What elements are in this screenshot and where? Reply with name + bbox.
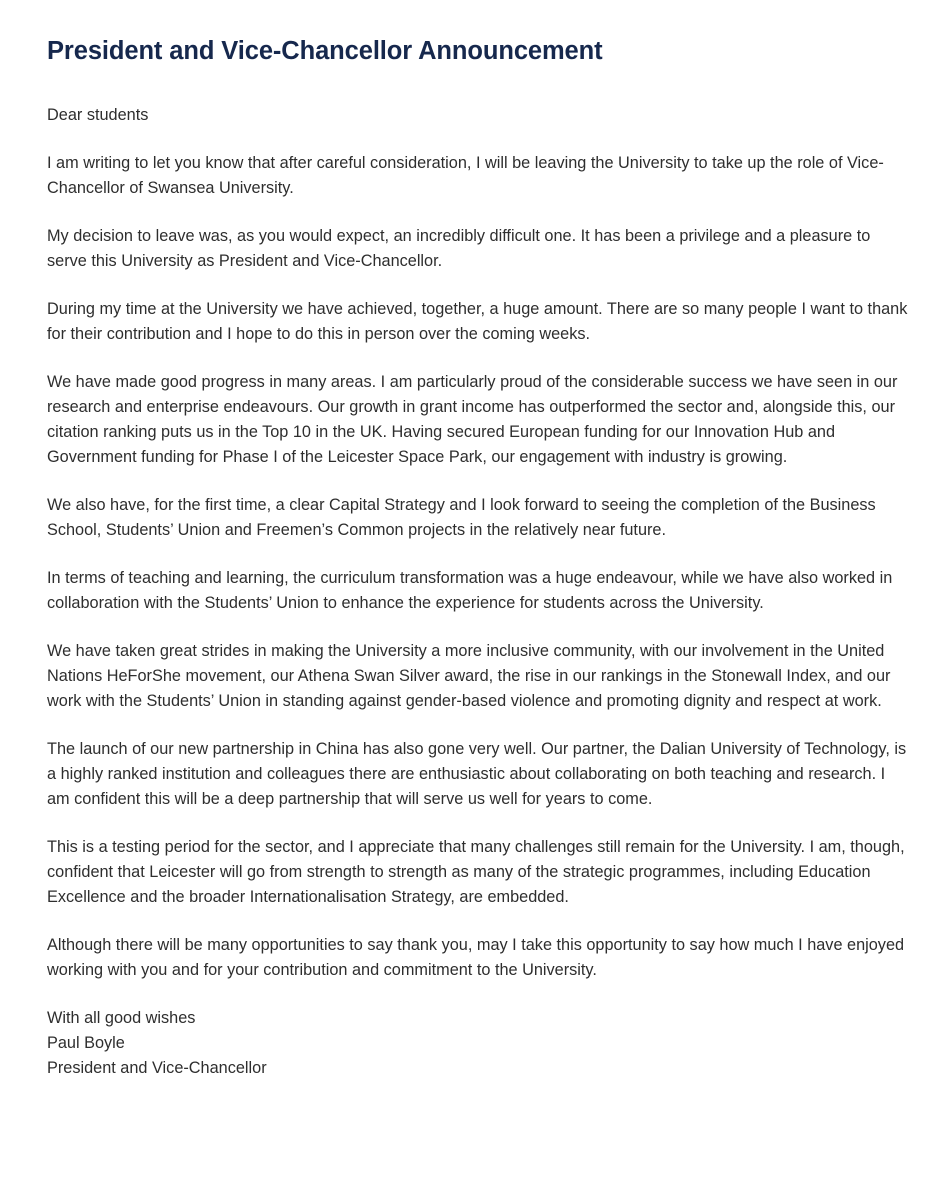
paragraph-7: We have taken great strides in making the University a more inclusive community, with our involvement in the United Nations HeForShe movement, our Athena Swan Silver award, the rise in our rankings in the Stonewall Index, and our work with the Students’ Union in standing against gender-based violence and promoting dignity and respect at work. bbox=[47, 642, 891, 710]
paragraph-10: Although there will be many opportunities to say thank you, may I take this opportunity to say how much I have enjoyed working with you and for your contribution and commitment to the University. bbox=[47, 936, 905, 979]
paragraph-3: During my time at the University we have achieved, together, a huge amount. There are so many people I want to thank for their contribution and I hope to do this in person over the coming weeks. bbox=[47, 300, 908, 343]
paragraph-9: This is a testing period for the sector, and I appreciate that many challenges still remain for the University. I am, though, confident that Leicester will go from strength to strength as many of the strategic programmes, including Education Excellence and the broader Internationalisation Strategy, are embedded. bbox=[47, 838, 905, 906]
page-title: President and Vice-Chancellor Announcement bbox=[47, 37, 603, 65]
paragraph-4: We have made good progress in many areas. I am particularly proud of the considerable success we have seen in our research and enterprise endeavours. Our growth in grant income has outperformed the sector and, alongside this, our citation ranking puts us in the Top 10 in the UK. Having secured European funding for our Innovation Hub and Government funding for Phase I of the Leicester Space Park, our engagement with industry is growing. bbox=[47, 373, 898, 466]
signatory-title: President and Vice-Chancellor bbox=[47, 1059, 267, 1077]
signoff-block bbox=[47, 1006, 912, 1081]
signatory-name: Paul Boyle bbox=[47, 1034, 125, 1052]
paragraph-1: I am writing to let you know that after careful consideration, I will be leaving the University to take up the role of Vice-Chancellor of Swansea University. bbox=[47, 154, 884, 197]
paragraph-5: We also have, for the first time, a clear Capital Strategy and I look forward to seeing the completion of the Business School, Students’ Union and Freemen’s Common projects in the relatively near future. bbox=[47, 496, 876, 539]
closing: With all good wishes bbox=[47, 1009, 196, 1027]
paragraph-2: My decision to leave was, as you would expect, an incredibly difficult one. It has been a privilege and a pleasure to serve this University as President and Vice-Chancellor. bbox=[47, 227, 871, 270]
paragraph-8: The launch of our new partnership in China has also gone very well. Our partner, the Dalian University of Technology, is a highly ranked institution and colleagues there are enthusiastic about collaborating on both teaching and research. I am confident this will be a deep partnership that will serve us well for years to come. bbox=[47, 740, 907, 808]
paragraph-6: In terms of teaching and learning, the curriculum transformation was a huge endeavour, while we have also worked in collaboration with the Students’ Union to enhance the experience for students across the University. bbox=[47, 569, 893, 612]
salutation: Dear students bbox=[47, 106, 149, 124]
